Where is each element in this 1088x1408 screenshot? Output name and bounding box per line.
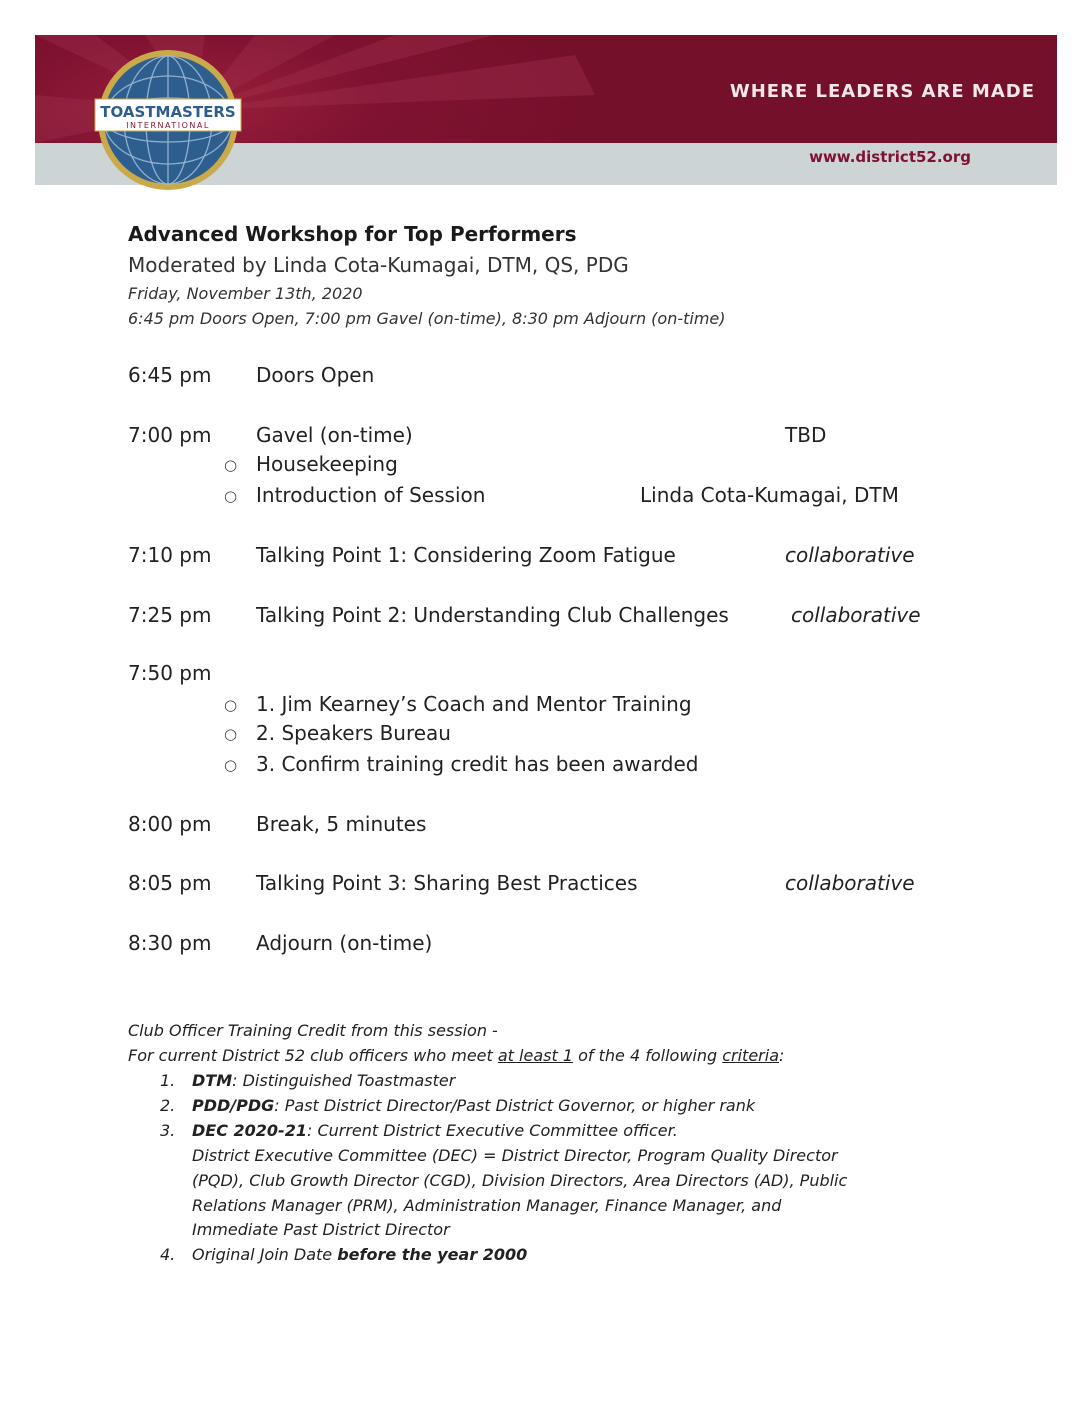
logo-text-line2: INTERNATIONAL xyxy=(126,121,210,130)
agenda-time: 8:30 pm xyxy=(128,931,212,955)
agenda-presenter: Linda Cota-Kumagai, DTM xyxy=(640,483,899,507)
agenda-subitem: Housekeeping xyxy=(256,452,398,476)
tagline: WHERE LEADERS ARE MADE xyxy=(729,81,1035,102)
criteria-item: Original Join Date before the year 2000 xyxy=(192,1245,528,1264)
criteria-item: DTM: Distinguished Toastmaster xyxy=(192,1071,456,1090)
agenda-time: 7:00 pm xyxy=(128,423,212,447)
agenda-item: Gavel (on-time) xyxy=(256,423,413,447)
criteria-number: 4. xyxy=(160,1245,176,1264)
criteria-detail: District Executive Committee (DEC) = District Director, Program Quality Director xyxy=(192,1146,838,1165)
criteria-detail: (PQD), Club Growth Director (CGD), Division Directors, Area Directors (AD), Public xyxy=(192,1171,848,1190)
agenda-subitem: 3. Confirm training credit has been awarded xyxy=(256,752,699,776)
criteria-number: 3. xyxy=(160,1121,176,1140)
agenda-subitem: Introduction of Session xyxy=(256,483,486,507)
bullet-icon: ○ xyxy=(224,696,238,714)
agenda-time: 7:50 pm xyxy=(128,661,212,685)
website-link[interactable]: www.district52.org xyxy=(809,148,971,166)
agenda-item: Break, 5 minutes xyxy=(256,812,427,836)
event-date: Friday, November 13th, 2020 xyxy=(128,284,363,303)
agenda-item: Talking Point 3: Sharing Best Practices xyxy=(256,871,638,895)
bullet-icon: ○ xyxy=(224,725,238,743)
logo-text-line1: TOASTMASTERS xyxy=(100,103,236,121)
credit-intro: For current District 52 club officers who meet at least 1 of the 4 following criteria: xyxy=(128,1046,785,1065)
agenda-subitem: 1. Jim Kearney’s Coach and Mentor Training xyxy=(256,692,692,716)
agenda-time: 8:05 pm xyxy=(128,871,212,895)
agenda-time: 8:00 pm xyxy=(128,812,212,836)
page-title: Advanced Workshop for Top Performers xyxy=(128,222,577,246)
agenda-presenter: collaborative xyxy=(791,603,921,627)
criteria-number: 2. xyxy=(160,1096,176,1115)
agenda-presenter: collaborative xyxy=(785,543,915,567)
agenda-time: 7:25 pm xyxy=(128,603,212,627)
schedule-summary: 6:45 pm Doors Open, 7:00 pm Gavel (on-time), 8:30 pm Adjourn (on-time) xyxy=(128,309,726,328)
agenda-item: Talking Point 1: Considering Zoom Fatigue xyxy=(256,543,676,567)
bullet-icon: ○ xyxy=(224,756,238,774)
agenda-subitem: 2. Speakers Bureau xyxy=(256,721,451,745)
agenda-item: Adjourn (on-time) xyxy=(256,931,433,955)
agenda-time: 7:10 pm xyxy=(128,543,212,567)
agenda-time: 6:45 pm xyxy=(128,363,212,387)
agenda-presenter: collaborative xyxy=(785,871,915,895)
moderator-line: Moderated by Linda Cota-Kumagai, DTM, QS, PDG xyxy=(128,253,629,277)
bullet-icon: ○ xyxy=(224,487,238,505)
criteria-detail: Immediate Past District Director xyxy=(192,1220,450,1239)
agenda-item: Doors Open xyxy=(256,363,375,387)
criteria-item: DEC 2020-21: Current District Executive Committee officer. xyxy=(192,1121,678,1140)
bullet-icon: ○ xyxy=(224,456,238,474)
criteria-item: PDD/PDG: Past District Director/Past District Governor, or higher rank xyxy=(192,1096,756,1115)
agenda-item: Talking Point 2: Understanding Club Challenges xyxy=(256,603,729,627)
agenda-presenter: TBD xyxy=(785,423,827,447)
credit-heading: Club Officer Training Credit from this session - xyxy=(128,1021,498,1040)
criteria-detail: Relations Manager (PRM), Administration Manager, Finance Manager, and xyxy=(192,1196,782,1215)
toastmasters-logo xyxy=(93,45,243,195)
criteria-number: 1. xyxy=(160,1071,176,1090)
